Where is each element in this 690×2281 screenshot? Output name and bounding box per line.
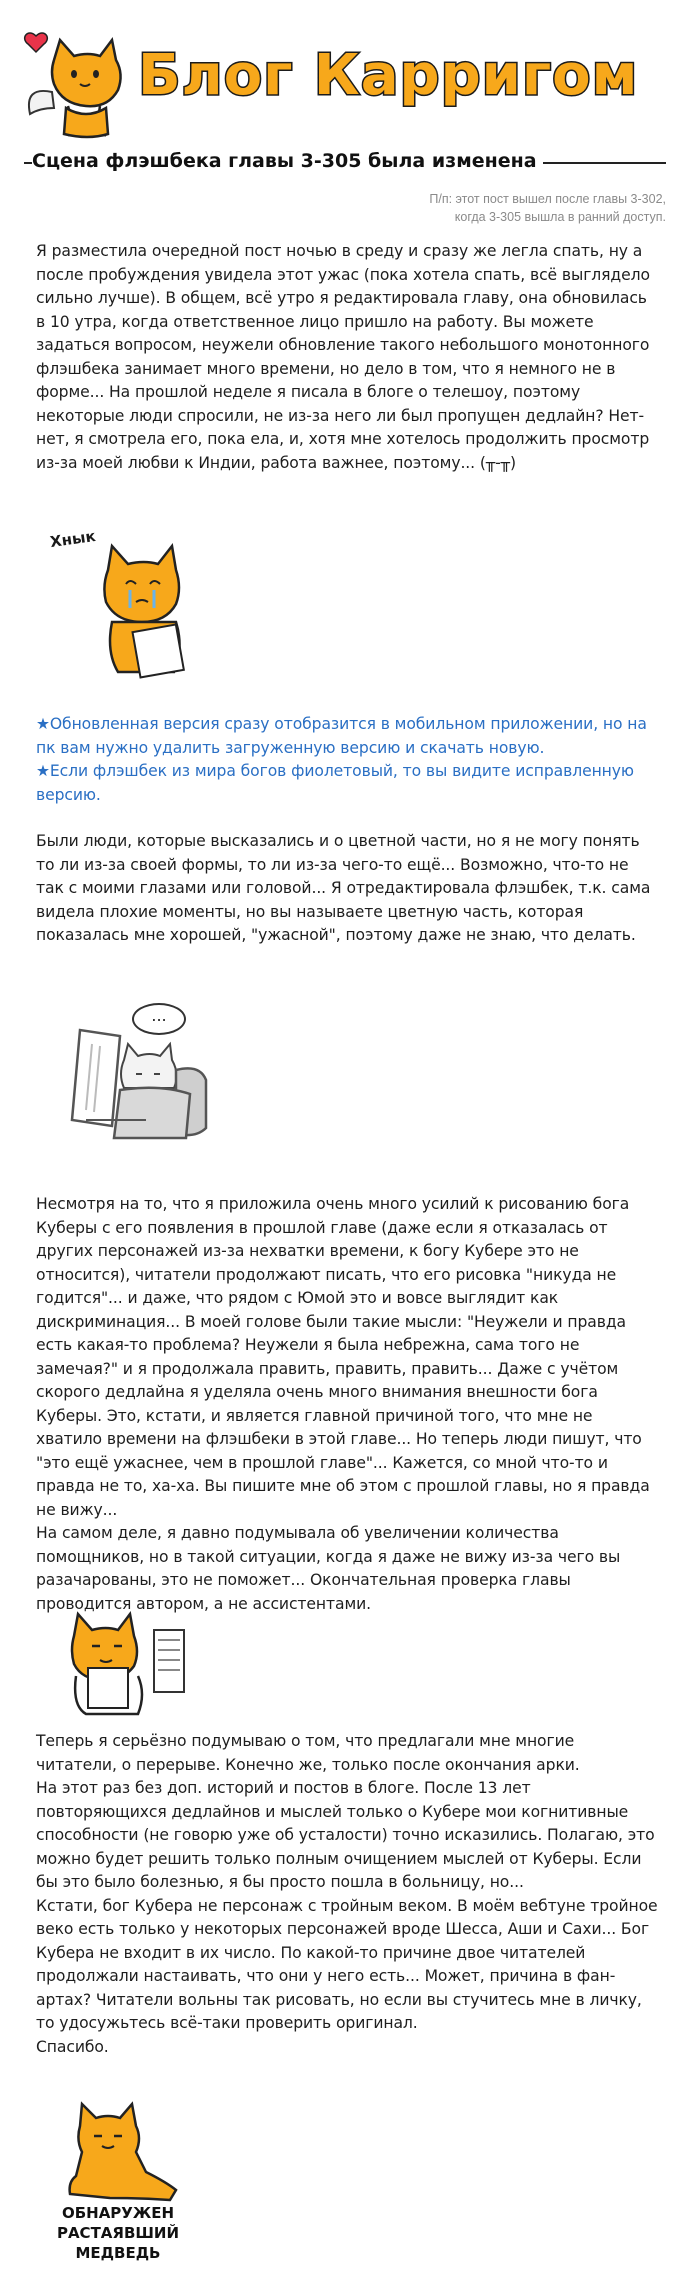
computer-cat-icon [66,1020,216,1150]
speech-bubble: ... [132,1003,186,1035]
crying-cat-icon [92,540,202,680]
winged-cat-logo [22,22,132,140]
paragraph-1: Я разместила очередной пост ночью в среду и сразу же легла спать, ну а после пробуждения увидела этот ужас (пока хотела спать, всё выглядело сильно лучше). В общем, всё утро я редактировала главу, она обновилась в 10 утра, когда ответственное лицо пришло на работу. Вы можете задаться вопросом, неужели обновление такого небольшого монотонного флэшбека занимает много времени, но дело в том, что я немного не в форме... На прошлой неделе я писала в блоге о телешоу, поэтому некоторые люди спросили, не из-за него ли был пропущен дедлайн? Нет-нет, я смотрела его, пока ела, и, хотя мне хотелось продолжить просмотр из-за моей любви к Индии, работа важнее, поэтому... (╥-╥) [36,242,650,472]
translator-note: П/п: этот пост вышел после главы 3-302, когда 3-305 вышла в ранний доступ. [429,192,666,224]
image-caption: ОБНАРУЖЕН РАСТАЯВШИЙ МЕДВЕДЬ [56,2204,180,2262]
papers-cat-icon [62,1606,192,1716]
sob-label: Хнык [48,526,97,552]
paragraph-4: Теперь я серьёзно подумываю о том, что предлагали мне многие читатели, о перерыве. Конечно же, только после окончания арки. На этот раз без доп. историй и постов в блоге. После 13 лет повторяющихся дедлайнов и мыслей только о Кубере мои когнитивные способности (не говорю уже об усталости) точно исказились. Полагаю, это можно будет решить только полным очищением мыслей от Куберы. Если бы это было болезнью, я бы просто пошла в больницу, но... Кстати, бог Кубера не персонаж с тройным веком. В моём вебтуне тройное веко есть только у некоторых персонажей вроде Шесса, Аши и Сахи... Бог Кубера не входит в их число. По какой-то причине двое читателей продолжали настаивать, что они у него есть... Может, причина в фан-артах? Читатели вольны так рисовать, но если вы стучитесь мне в личку, то удосужьтесь всё-таки проверить оригинал. Спасибо. [36,1732,658,2056]
melted-cat-icon [52,2086,192,2204]
paragraph-2: Были люди, которые высказались и о цветной части, но я не могу понять то ли из-за своей формы, то ли из-за чего-то ещё... Возможно, что-то не так с моими глазами или головой... Я отредактировала флэшбек, т.к. сама видела плохие моменты, но вы называете цветную часть, которая показалась мне хорошей, "ужасной", поэтому даже не знаю, что делать. [36,832,651,944]
paragraph-3: Несмотря на то, что я приложила очень много усилий к рисованию бога Куберы с его появления в прошлой главе (даже если я отказалась от других персонажей из-за нехватки времени, к богу Кубере это не относится), читатели продолжают писать, что его рисовка "никуда не годится"... и даже, что рядом с Юмой это и вовсе выглядит как дискриминация... В моей голове были такие мысли: "Неужели и правда есть какая-то проблема? Неужели я была небрежна, сама того не замечая?" и я продолжала править, править, править... Даже с учётом скорого дедлайна я уделяла очень много внимания внешности бога Куберы. Это, кстати, и является главной причиной того, что мне не хватило времени на флэшбеки в этой главе... Но теперь люди пишут, что "это ещё ужаснее, чем в прошлой главе"... Кажется, со мной что-то и правда не то, ха-ха. Вы пишите мне об этом с прошлой главы, но я правда не вижу... На самом деле, я давно подумывала об увеличении количества помощников, но в такой ситуации, когда я даже не вижу из-за чего вы разачарованы, это не поможет... Окончательная проверка главы проводится автором, а не ассистентами. [36,1195,650,1613]
post-title: Сцена флэшбека главы 3-305 была изменена [32,150,543,172]
blog-title: Блог Карригом [138,43,639,108]
blue-notes: ★Обновленная версия сразу отобразится в мобильном приложении, но на пк вам нужно удалить загруженную версию и скачать новую. ★Если флэшбек из мира богов фиолетовый, то вы видите исправленную версию. [36,715,647,804]
